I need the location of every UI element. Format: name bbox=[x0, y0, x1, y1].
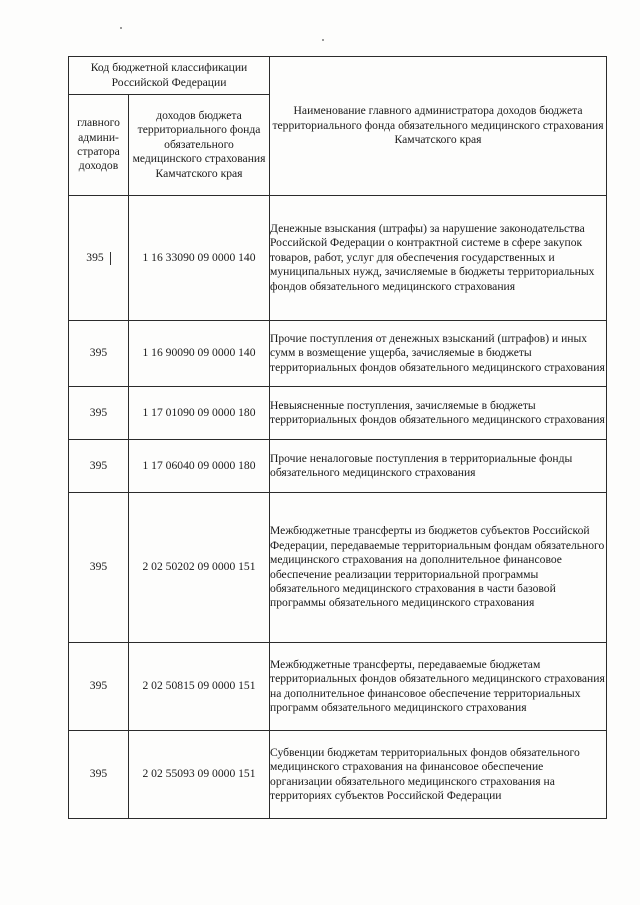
revenue-name-cell: Межбюджетные трансферты из бюджетов субъектов Российской Федерации, передаваемые территориальным фондам обязательного медицинского страхования на дополнительное финансовое обеспечение реализации территориальной программы обязательного медицинского страхования в части базовой программы обязательного медицинского страхования bbox=[270, 493, 607, 643]
table-row bbox=[69, 440, 607, 493]
scan-speck bbox=[322, 39, 324, 41]
revenue-name-cell: Межбюджетные трансферты, передаваемые бюджетам территориальных фондов обязательного медицинского страхования на дополнительное финансовое обеспечение территориальных программ обязательного медицинского страхования bbox=[270, 643, 607, 731]
revenue-name-cell: Прочие неналоговые поступления в территориальные фонды обязательного медицинского страхования bbox=[270, 440, 607, 493]
revenue-name-cell: Денежные взыскания (штрафы) за нарушение законодательства Российской Федерации о контрактной системе в сфере закупок товаров, работ, услуг для обеспечения государственных и муниципальных нужд, зачисляемые в бюджеты территориальных фондов обязательного медицинского страхования bbox=[270, 196, 607, 321]
table-row bbox=[69, 321, 607, 387]
table-row bbox=[69, 643, 607, 731]
revenue-code-cell: 1 16 33090 09 0000 140 bbox=[129, 196, 270, 321]
table-row bbox=[69, 493, 607, 643]
revenue-code-cell: 1 16 90090 09 0000 140 bbox=[129, 321, 270, 387]
admin-code-cell: 395 bbox=[69, 643, 129, 731]
admin-code-cell: 395 bbox=[69, 731, 129, 819]
revenue-code-cell: 2 02 50815 09 0000 151 bbox=[129, 643, 270, 731]
revenue-code-cell: 2 02 55093 09 0000 151 bbox=[129, 731, 270, 819]
revenue-name-cell: Субвенции бюджетам территориальных фондов обязательного медицинского страхования на финансовое обеспечение организации обязательного медицинского страхования на территориях субъектов Российской Федерации bbox=[270, 731, 607, 819]
header-row-1 bbox=[69, 57, 607, 95]
admin-code-cell: 395 bbox=[69, 321, 129, 387]
pen-mark bbox=[110, 252, 111, 265]
revenue-name-cell: Невыясненные поступления, зачисляемые в бюджеты территориальных фондов обязательного медицинского страхования bbox=[270, 387, 607, 440]
table-row bbox=[69, 196, 607, 321]
table-row bbox=[69, 731, 607, 819]
budget-code-group-header: Код бюджетной классификации Российской Федерации bbox=[69, 57, 270, 95]
revenue-administrators-table bbox=[68, 56, 607, 819]
admin-code-cell: 395 bbox=[69, 440, 129, 493]
revenue-code-cell: 1 17 06040 09 0000 180 bbox=[129, 440, 270, 493]
administrator-name-header: Наименование главного администратора доходов бюджета территориального фонда обязательного медицинского страхования Камчатского края bbox=[270, 57, 607, 196]
admin-code-cell: 395 bbox=[69, 196, 129, 321]
fund-revenue-header: доходов бюджета территориального фонда обязательного медицинского страхования Камчатского края bbox=[129, 95, 270, 196]
chief-administrator-header: главного админи-стратора доходов bbox=[69, 95, 129, 196]
admin-code-cell: 395 bbox=[69, 387, 129, 440]
admin-code-cell: 395 bbox=[69, 493, 129, 643]
revenue-code-cell: 2 02 50202 09 0000 151 bbox=[129, 493, 270, 643]
revenue-name-cell: Прочие поступления от денежных взысканий (штрафов) и иных сумм в возмещение ущерба, зачисляемые в бюджеты территориальных фондов обязательного медицинского страхования bbox=[270, 321, 607, 387]
revenue-code-cell: 1 17 01090 09 0000 180 bbox=[129, 387, 270, 440]
table-row bbox=[69, 387, 607, 440]
scan-speck bbox=[120, 27, 122, 29]
